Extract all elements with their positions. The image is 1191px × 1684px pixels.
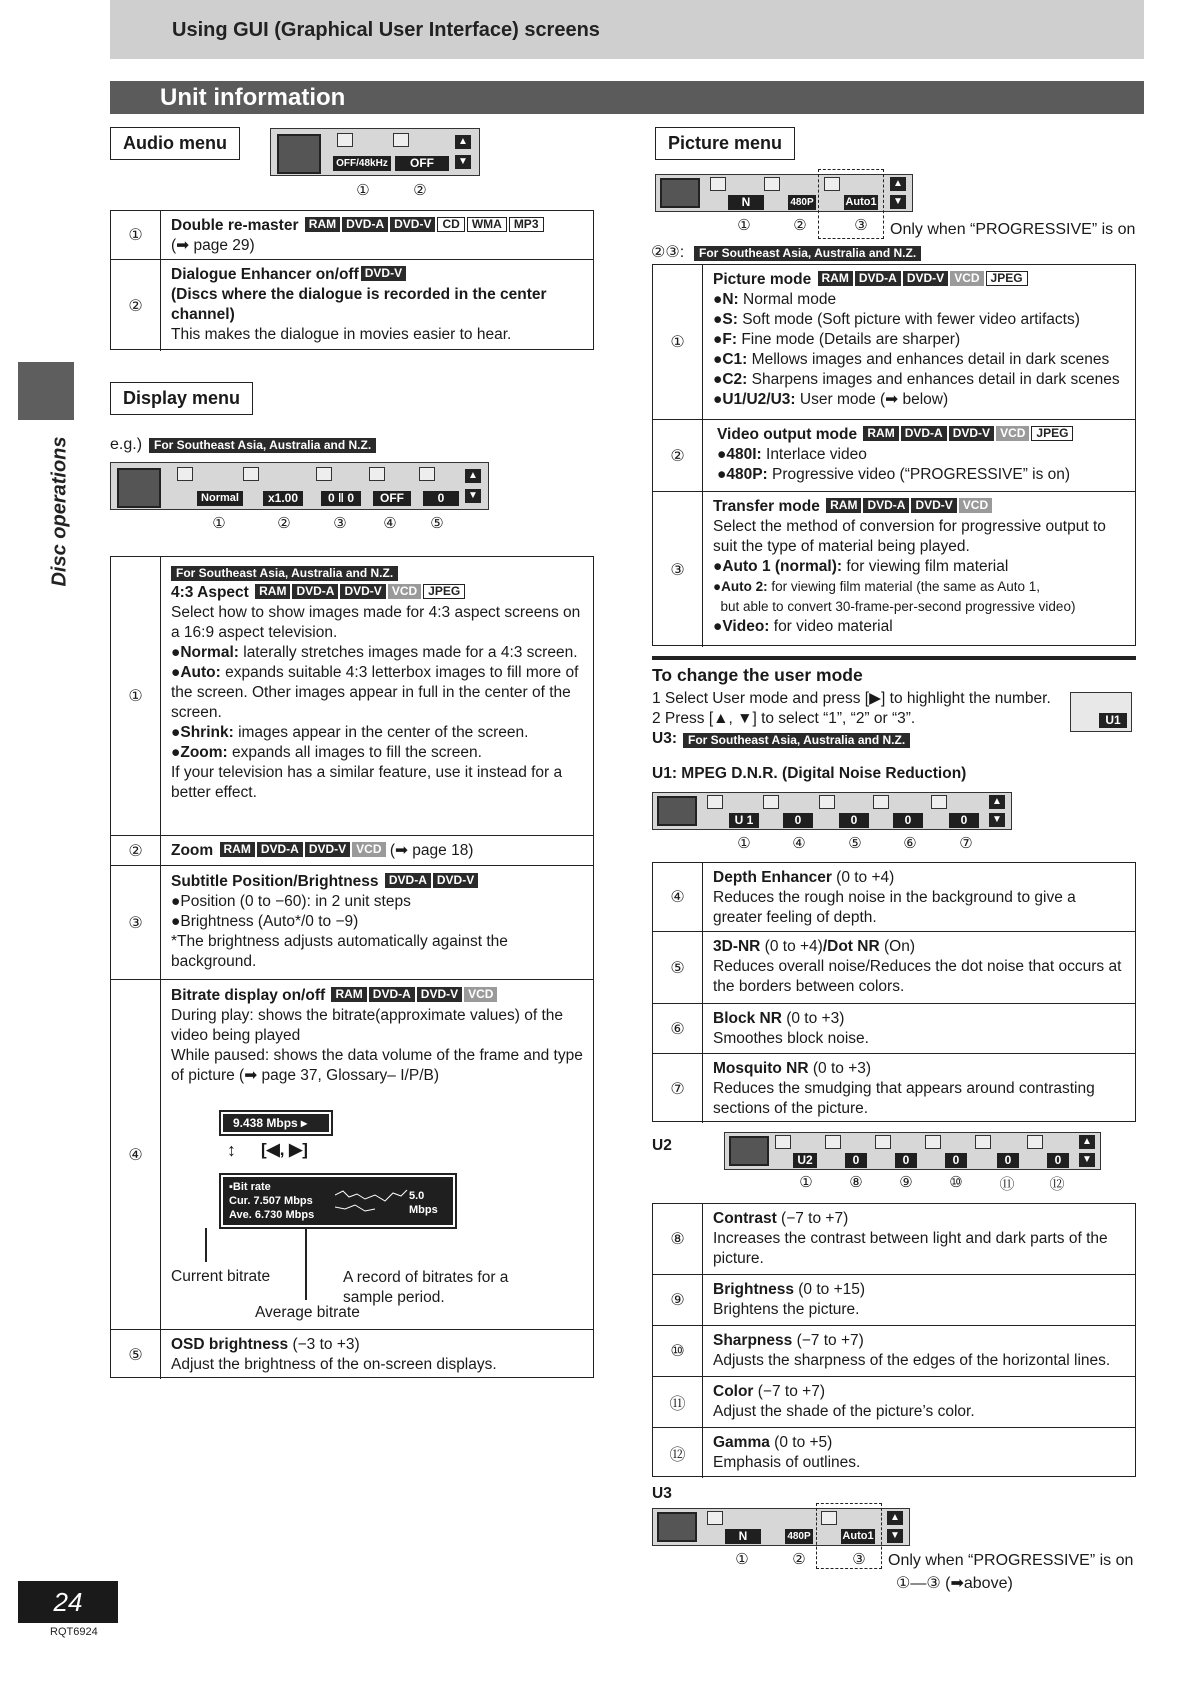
table-row <box>653 1274 1135 1325</box>
row-subtitle: (Discs where the dialogue is recorded in the center channel) <box>171 286 547 323</box>
tag-ram: RAM <box>826 498 861 513</box>
osd-value: N <box>728 195 764 210</box>
bullet-label: ●Auto 2: <box>713 579 768 594</box>
row-desc: This makes the dialogue in movies easier to hear. <box>171 326 512 343</box>
row-range: (−7 to +7) <box>792 1332 864 1349</box>
osd-value: 0 <box>895 1153 917 1168</box>
row-title: Bitrate display on/off <box>171 987 326 1004</box>
osd-value: OFF <box>395 156 449 171</box>
up-arrow-icon: ▲ <box>465 469 481 483</box>
row-number: ⑫ <box>653 1428 703 1478</box>
remaster-icon <box>337 133 353 147</box>
row-desc: Smoothes block noise. <box>713 1030 869 1047</box>
tag-cd: CD <box>437 217 464 232</box>
osd-value: 480P <box>788 195 816 210</box>
up-arrow-icon: ▲ <box>455 135 471 149</box>
page-header <box>110 0 1144 59</box>
user-mode-icon <box>1070 692 1132 732</box>
bullet-text: Interlace video <box>761 446 867 463</box>
callout: ① <box>799 1174 813 1191</box>
row-title: Double re-master <box>171 217 299 234</box>
up-arrow-icon: ▲ <box>887 1511 903 1525</box>
dialogue-icon <box>393 133 409 147</box>
depth-icon <box>763 795 779 809</box>
color-icon <box>975 1135 991 1149</box>
row-title: 4:3 Aspect <box>171 584 249 601</box>
graph-ave: Ave. 6.730 Mbps <box>229 1209 315 1221</box>
brightness-icon <box>419 467 435 481</box>
callout: ② <box>413 182 427 199</box>
gamma-icon <box>1027 1135 1043 1149</box>
bullet-text: Sharpens images and enhances detail in dark scenes <box>751 371 1120 388</box>
region-badge: For Southeast Asia, Australia and N.Z. <box>683 733 910 748</box>
bullet-text: but able to convert 30-frame-per-second progressive video) <box>720 599 1076 614</box>
table-row <box>653 1053 1135 1123</box>
mode-icon <box>710 177 726 191</box>
u1-title: U1: MPEG D.N.R. (Digital Noise Reduction) <box>652 765 967 782</box>
bullet-text: images appear in the center of the screen. <box>233 724 529 741</box>
row-number: ④ <box>653 863 703 931</box>
row-number: ⑥ <box>653 1004 703 1053</box>
tag-mp3: MP3 <box>509 217 544 232</box>
row-title: 3D-NR <box>713 938 761 955</box>
tag-vcd: VCD <box>464 987 497 1002</box>
caption: Average bitrate <box>255 1304 360 1321</box>
row-number: ⑩ <box>653 1326 703 1376</box>
row-number: ③ <box>111 866 161 979</box>
table-row <box>111 259 593 351</box>
bullet-text: Normal mode <box>743 291 837 308</box>
tag-dvdv: DVD-V <box>361 266 406 281</box>
callout: ⑤ <box>430 515 444 532</box>
row-range: (0 to +5) <box>769 1434 833 1451</box>
tag-dvda: DVD-A <box>855 271 901 286</box>
tag-dvdv: DVD-V <box>340 584 385 599</box>
table-row <box>111 211 593 259</box>
tag-vcd: VCD <box>996 426 1029 441</box>
bitrate-plot <box>335 1185 409 1215</box>
callout: ① <box>737 217 751 234</box>
picture-table <box>652 264 1136 646</box>
row-number: ⑤ <box>653 932 703 1003</box>
zoom-icon <box>243 467 259 481</box>
audio-menu-title: Audio menu <box>110 127 240 160</box>
user-mode-title: To change the user mode <box>652 665 863 685</box>
page-number: 24 <box>18 1581 118 1623</box>
row-desc: Adjusts the sharpness of the edges of the horizontal lines. <box>713 1352 1111 1369</box>
row-range: (0 to +3) <box>781 1010 845 1027</box>
tag-ram: RAM <box>818 271 853 286</box>
bullet-text: Soft mode (Soft picture with fewer video artifacts) <box>742 311 1080 328</box>
table-row <box>111 865 593 979</box>
tag-dvdv: DVD-V <box>305 842 350 857</box>
region-badge: For Southeast Asia, Australia and N.Z. <box>149 438 376 453</box>
bullet-label: ●C1: <box>713 351 748 368</box>
table-row <box>653 419 1135 491</box>
osd-value: Auto1 <box>845 196 877 208</box>
down-arrow-icon: ▼ <box>455 155 471 169</box>
row-desc: Reduces the smudging that appears around contrasting sections of the picture. <box>713 1080 1095 1117</box>
tag-dvdv: DVD-V <box>903 271 948 286</box>
step-text: 2 Press [▲, ▼] to select “1”, “2” or “3”. <box>652 710 916 727</box>
row-range: (0 to +4) <box>760 938 823 955</box>
callout: ⑤ <box>848 835 862 852</box>
osd-value: 0 <box>945 1153 967 1168</box>
row-number: ③ <box>653 492 703 647</box>
osd-value: U2 <box>793 1153 817 1168</box>
row-title: Contrast <box>713 1210 777 1227</box>
tag-dvda: DVD-A <box>257 842 303 857</box>
callout: ① <box>735 1551 749 1568</box>
bullet-label: ●Auto: <box>171 664 221 681</box>
eg-label: e.g.) <box>110 436 143 453</box>
tag-jpeg: JPEG <box>1031 426 1073 441</box>
tag-dvdv: DVD-V <box>417 987 462 1002</box>
row-title: Zoom <box>171 842 214 859</box>
down-arrow-icon: ▼ <box>1079 1153 1095 1167</box>
speaker-icon <box>277 134 321 174</box>
table-row <box>653 1427 1135 1478</box>
row-number: ⑨ <box>653 1275 703 1325</box>
user-icon <box>707 795 723 809</box>
tag-dvdv: DVD-V <box>949 426 994 441</box>
row-desc: Emphasis of outlines. <box>713 1454 861 1471</box>
row-title: Gamma <box>713 1434 770 1451</box>
contrast-icon <box>825 1135 841 1149</box>
row-title: Dialogue Enhancer on/off <box>171 266 359 283</box>
table-row <box>653 863 1135 931</box>
note-text: Only when “PROGRESSIVE” is on <box>888 1552 1134 1569</box>
osd-value: 0 <box>839 813 869 828</box>
tag-dvda: DVD-A <box>863 498 909 513</box>
tag-ram: RAM <box>220 842 255 857</box>
down-arrow-icon: ▼ <box>989 813 1005 827</box>
bitrate-box <box>219 1110 333 1136</box>
bullet-label: ●Zoom: <box>171 744 228 761</box>
tag-dvdv: DVD-V <box>433 873 478 888</box>
table-row <box>653 1204 1135 1274</box>
callout-prefix: ②③: <box>651 244 685 261</box>
note-text: Only when “PROGRESSIVE” is on <box>890 221 1136 238</box>
row-range: (−3 to +3) <box>288 1336 360 1353</box>
callout: ⑧ <box>849 1174 863 1191</box>
caption: A record of bitrates for a sample period. <box>343 1269 509 1306</box>
region-badge: For Southeast Asia, Australia and N.Z. <box>171 566 398 581</box>
table-row <box>653 491 1135 647</box>
tag-dvda: DVD-A <box>342 217 388 232</box>
row-range: (0 to +4) <box>831 869 895 886</box>
bitrate-value: 9.438 Mbps ▸ <box>223 1114 329 1132</box>
row-desc: While paused: shows the data volume of the frame and type of picture (➡ page 37, Glossary– I/P/B) <box>171 1047 583 1084</box>
user-icon <box>775 1135 791 1149</box>
row-number: ① <box>111 557 161 835</box>
tag-jpeg: JPEG <box>986 271 1028 286</box>
tag-ram: RAM <box>305 217 340 232</box>
region-badge: For Southeast Asia, Australia and N.Z. <box>694 246 921 261</box>
u1-osd <box>652 792 1012 830</box>
osd-value: 0 <box>997 1153 1019 1168</box>
osd-value: 0 <box>783 813 813 828</box>
osd-value: 0 <box>893 813 923 828</box>
row-range: (−7 to +7) <box>776 1210 849 1227</box>
picture-menu-title: Picture menu <box>655 127 795 160</box>
row-desc: Adjust the brightness of the on-screen displays. <box>171 1356 497 1373</box>
callout: ② <box>793 217 807 234</box>
picture-icon <box>657 796 697 826</box>
key-hint: [◀, ▶] <box>261 1140 308 1159</box>
callout: ⑪ <box>999 1176 1015 1193</box>
callout: ③ <box>333 515 347 532</box>
osd-value: Normal <box>197 491 243 506</box>
section-title: Unit information <box>160 84 346 111</box>
table-row <box>653 931 1135 1003</box>
bullet-label: ●Auto 1 (normal): <box>713 558 843 575</box>
graph-scale: 5.0 <box>409 1190 425 1202</box>
display-table <box>110 556 594 1378</box>
updown-arrow-icon: ↕ <box>227 1140 236 1160</box>
row-desc: Adjust the shade of the picture’s color. <box>713 1403 975 1420</box>
row-title: Transfer mode <box>713 498 820 515</box>
osd-value: 0 <box>423 491 459 506</box>
tag-dvda: DVD-A <box>385 873 431 888</box>
osd-value: 0 <box>845 1153 867 1168</box>
audio-table <box>110 210 594 350</box>
callout: ⑦ <box>959 835 973 852</box>
row-desc: Increases the contrast between light and dark parts of the picture. <box>713 1230 1108 1267</box>
sharpness-icon <box>925 1135 941 1149</box>
callout: ① <box>212 515 226 532</box>
osd-value: OFF/48kHz <box>333 156 391 171</box>
bullet-text: for viewing film material (the same as Auto 1, <box>767 579 1041 594</box>
row-desc: *The brightness adjusts automatically against the background. <box>171 933 508 970</box>
osd-value: 0 <box>1047 1153 1069 1168</box>
row-number: ② <box>111 260 161 351</box>
page-ref: (➡ page 18) <box>389 842 474 859</box>
osd-value: 480P <box>785 1529 813 1544</box>
row-number: ⑤ <box>111 1330 161 1379</box>
tag-wma: WMA <box>467 217 507 232</box>
bullet-text: User mode (➡ below) <box>799 391 949 408</box>
bullet-text: expands all images to fill the screen. <box>227 744 482 761</box>
bitrate-graph <box>219 1173 457 1229</box>
osd-value: Auto1 <box>842 1530 874 1542</box>
row-desc: If your television has a similar feature, use it instead for a better effect. <box>171 764 563 801</box>
ref-text: ①—③ (➡above) <box>896 1575 1013 1592</box>
callout: ① <box>737 835 751 852</box>
callout: ⑫ <box>1049 1176 1065 1193</box>
row-number: ① <box>111 211 161 259</box>
bullet-text: for video material <box>769 618 893 635</box>
bullet-text: for viewing film material <box>842 558 1009 575</box>
step-text: 1 Select User mode and press [▶] to highlight the number. <box>652 690 1051 707</box>
graph-label: ▪Bit rate <box>229 1181 271 1193</box>
bullet-label: ●Shrink: <box>171 724 234 741</box>
osd-value: N <box>725 1529 761 1544</box>
table-row <box>111 1329 593 1379</box>
u2-table <box>652 1203 1136 1477</box>
table-row <box>653 265 1135 419</box>
row-title: Subtitle Position/Brightness <box>171 873 379 890</box>
tag-vcd: VCD <box>388 584 421 599</box>
row-title: Color <box>713 1383 754 1400</box>
row-title: Video output mode <box>717 426 858 443</box>
callout: ⑩ <box>949 1174 963 1191</box>
osd-value: OFF <box>373 491 411 506</box>
aspect-icon <box>177 467 193 481</box>
row-desc: Select the method of conversion for progressive output to suit the type of material being played. <box>713 518 1106 555</box>
tag-dvda: DVD-A <box>292 584 338 599</box>
subtitle-icon <box>316 467 332 481</box>
callout: ④ <box>383 515 397 532</box>
tag-ram: RAM <box>255 584 290 599</box>
up-arrow-icon: ▲ <box>1079 1135 1095 1149</box>
callout: ③ <box>852 1551 866 1568</box>
row-number: ⑦ <box>653 1054 703 1123</box>
osd-value: x1.00 <box>263 491 303 506</box>
header-title: Using GUI (Graphical User Interface) screens <box>172 19 600 41</box>
row-number: ⑪ <box>653 1377 703 1427</box>
bullet-text: Progressive video (“PROGRESSIVE” is on) <box>767 466 1071 483</box>
row-title: Brightness <box>713 1281 794 1298</box>
row-title: OSD brightness <box>171 1336 289 1353</box>
row-number: ② <box>653 420 703 491</box>
callout: ③ <box>854 217 868 234</box>
bullet-label: ●Normal: <box>171 644 239 661</box>
tag-dvda: DVD-A <box>369 987 415 1002</box>
bullet-text: laterally stretches images made for a 4:3 screen. <box>238 644 578 661</box>
row-desc: Brightens the picture. <box>713 1301 860 1318</box>
mosquito-icon <box>931 795 947 809</box>
tag-ram: RAM <box>331 987 366 1002</box>
osd-value: U 1 <box>729 813 759 828</box>
row-title: Block NR <box>713 1010 782 1027</box>
row-title: Picture mode <box>713 271 812 288</box>
osd-value: 0 ‖ 0 <box>321 491 361 506</box>
u2-osd <box>724 1132 1101 1170</box>
callout: ⑥ <box>903 835 917 852</box>
graph-unit: Mbps <box>409 1204 438 1216</box>
tag-dvdv: DVD-V <box>390 217 435 232</box>
up-arrow-icon: ▲ <box>989 795 1005 809</box>
graph-cur: Cur. 7.507 Mbps <box>229 1195 313 1207</box>
callout: ⑨ <box>899 1174 913 1191</box>
row-range: (0 to +3) <box>808 1060 872 1077</box>
table-row <box>111 835 593 865</box>
bullet-label: ●S: <box>713 311 738 328</box>
video-icon <box>764 177 780 191</box>
caption: Current bitrate <box>171 1268 271 1285</box>
row-title: Mosquito NR <box>713 1060 809 1077</box>
user-icon-value: U1 <box>1099 713 1127 728</box>
row-number: ② <box>111 836 161 865</box>
bullet-label: ●F: <box>713 331 737 348</box>
picture-icon <box>657 1512 697 1542</box>
down-arrow-icon: ▼ <box>887 1529 903 1543</box>
row-desc: During play: shows the bitrate(approximate values) of the video being played <box>171 1007 564 1044</box>
callout: ② <box>277 515 291 532</box>
row-desc: Select how to show images made for 4:3 aspect screens on a 16:9 aspect television. <box>171 604 581 641</box>
page-ref: (➡ page 29) <box>171 237 255 254</box>
bullet-text: Fine mode (Details are sharper) <box>741 331 961 348</box>
bullet-text: Mellows images and enhances detail in dark scenes <box>751 351 1110 368</box>
display-menu-title: Display menu <box>110 382 253 415</box>
down-arrow-icon: ▼ <box>890 195 906 209</box>
tag-jpeg: JPEG <box>423 584 465 599</box>
bullet-label: ●480P: <box>717 466 768 483</box>
bitrate-icon <box>369 467 385 481</box>
row-range: (On) <box>879 938 915 955</box>
table-row <box>653 1376 1135 1427</box>
tag-dvda: DVD-A <box>901 426 947 441</box>
bullet-label: ●480I: <box>717 446 762 463</box>
tag-vcd: VCD <box>959 498 992 513</box>
row-desc: Reduces overall noise/Reduces the dot noise that occurs at the borders between colors. <box>713 958 1122 995</box>
tag-dvdv: DVD-V <box>911 498 956 513</box>
bullet-text: expands suitable 4:3 letterbox images to fill more of the screen. Other images appear in full in the center of the screen. <box>171 664 579 721</box>
row-number: ⑧ <box>653 1204 703 1274</box>
callout: ④ <box>792 835 806 852</box>
u1-table <box>652 862 1136 1122</box>
callout: ② <box>792 1551 806 1568</box>
tag-vcd: VCD <box>950 271 983 286</box>
doc-code: RQT6924 <box>50 1626 98 1638</box>
mode-icon <box>707 1511 723 1525</box>
tag-ram: RAM <box>863 426 898 441</box>
bullet-label: ●C2: <box>713 371 748 388</box>
row-range: (0 to +15) <box>793 1281 866 1298</box>
u2-label: U2 <box>652 1137 672 1154</box>
audio-osd <box>270 128 480 176</box>
display-icon <box>117 468 161 508</box>
row-title: /Dot NR <box>822 938 880 955</box>
row-number: ① <box>653 265 703 419</box>
bullet-label: ●U1/U2/U3: <box>713 391 796 408</box>
nr-icon <box>819 795 835 809</box>
row-desc: ●Position (0 to −60): in 2 unit steps <box>171 893 411 910</box>
osd-value: 0 <box>949 813 979 828</box>
picture-icon <box>660 178 700 208</box>
callout: ① <box>356 182 370 199</box>
row-title: Sharpness <box>713 1332 793 1349</box>
table-row <box>653 1003 1135 1053</box>
picture-icon <box>729 1136 769 1166</box>
bullet-label: ●Video: <box>713 618 770 635</box>
table-row <box>653 1325 1135 1376</box>
row-number: ④ <box>111 980 161 1329</box>
row-range: (−7 to +7) <box>753 1383 825 1400</box>
tag-vcd: VCD <box>352 842 385 857</box>
u3-prefix: U3: <box>652 730 677 747</box>
row-desc: ●Brightness (Auto*/0 to −9) <box>171 913 359 930</box>
display-osd <box>110 462 489 510</box>
row-title: Depth Enhancer <box>713 869 832 886</box>
bullet-label: ●N: <box>713 291 739 308</box>
brightness-icon <box>875 1135 891 1149</box>
table-row <box>111 557 593 835</box>
down-arrow-icon: ▼ <box>465 489 481 503</box>
table-row <box>111 979 593 1329</box>
row-desc: Reduces the rough noise in the background to give a greater feeling of depth. <box>713 889 1076 926</box>
section-bar <box>110 81 1144 114</box>
sidebar-label: Disc operations <box>48 436 71 587</box>
up-arrow-icon: ▲ <box>890 177 906 191</box>
u3-label: U3 <box>652 1485 672 1502</box>
block-icon <box>873 795 889 809</box>
